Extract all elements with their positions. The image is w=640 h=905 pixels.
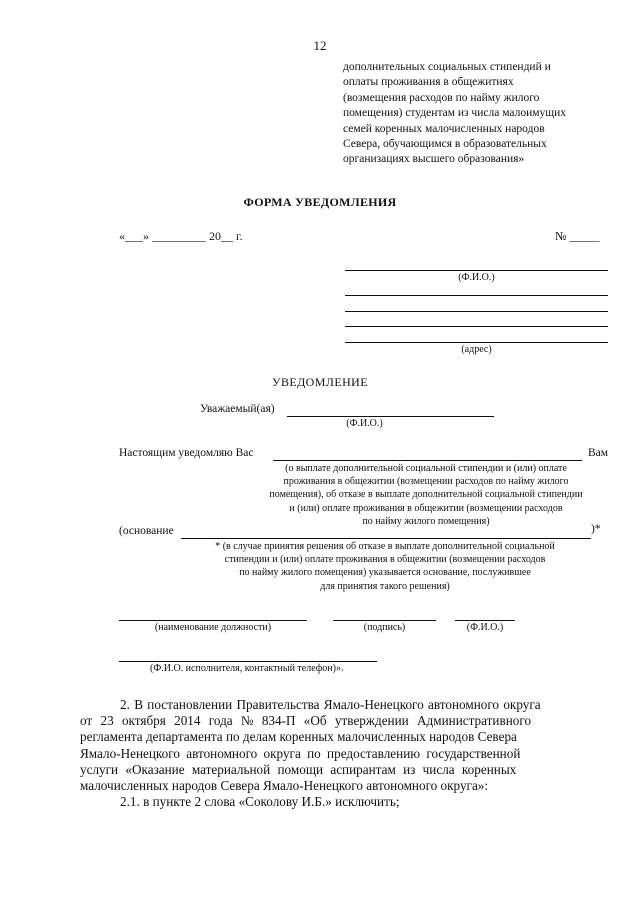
- caption-line: по найму жилого помещения): [362, 515, 490, 527]
- address-rule: [345, 295, 608, 296]
- caption-line: * (в случае принятия решения об отказе в выплате дополнительной социальной: [215, 541, 555, 552]
- paragraph-line: услуги «Оказание материальной помощи аспирантам из числа коренных: [80, 761, 517, 777]
- paragraph-line: 2. В постановлении Правительства Ямало-Ненецкого автономного округа: [120, 697, 541, 712]
- greeting-label: Уважаемый(ая): [200, 403, 275, 415]
- fio-caption: (Ф.И.О.): [458, 272, 495, 283]
- number-line: № _____: [555, 229, 600, 243]
- header-line: помещения) студентам из числа малоимущих: [343, 107, 567, 120]
- position-caption: (наименование должности): [154, 622, 272, 633]
- header-continuation: [343, 60, 566, 168]
- date-line: «___» _________ 20__ г.: [119, 229, 243, 243]
- address-rule: [345, 311, 608, 312]
- header-line: Севера, обучающимся в образовательных: [343, 138, 547, 151]
- header-line: оплаты проживания в общежитиях: [343, 76, 514, 89]
- paragraph-line: от 23 октября 2014 года № 834-П «Об утверждении Административного: [80, 713, 532, 729]
- caption-line: (о выплате дополнительной социальной стипендии и (или) оплате: [285, 463, 567, 474]
- paragraph-line: малочисленных народов Севера Ямало-Ненецкого автономного округа»:: [80, 778, 489, 794]
- paragraph-line: Ямало-Ненецкого автономного округа по предоставлению государственной: [80, 745, 521, 761]
- signer-fio-caption: (Ф.И.О.): [466, 622, 504, 633]
- form-title: ФОРМА УВЕДОМЛЕНИЯ: [243, 195, 397, 209]
- executor-caption: (Ф.И.О. исполнителя, контактный телефон)».: [150, 663, 344, 674]
- header-line: (возмещения расходов по найму жилого: [343, 91, 540, 104]
- notify-rule: [273, 460, 582, 461]
- header-line: семей коренных малочисленных народов: [343, 122, 545, 135]
- page-number: 12: [313, 38, 327, 53]
- basis-label: (основание: [119, 525, 174, 537]
- caption-line: помещения), об отказе в выплате дополнительной социальной стипендии: [269, 489, 583, 501]
- notification-title: УВЕДОМЛЕНИЕ: [272, 375, 368, 389]
- basis-rule: [181, 538, 591, 539]
- position-rule: [119, 620, 307, 621]
- fio-rule: [345, 270, 608, 271]
- caption-line: проживания в общежитии (возмещении расходов по найму жилого: [283, 476, 569, 488]
- executor-rule: [119, 661, 377, 662]
- caption-line: для принятия такого решения): [320, 580, 450, 592]
- address-rule: [345, 342, 608, 343]
- header-line: дополнительных социальных стипендий и: [343, 61, 551, 73]
- paragraph-line: регламента департамента по делам коренных малочисленных народов Севера: [80, 729, 517, 745]
- caption-line: по найму жилого помещения) указывается основание, послужившее: [239, 567, 531, 579]
- greeting-rule: [287, 416, 494, 417]
- notify-suffix: Вам: [588, 447, 609, 459]
- notify-label: Настоящим уведомляю Вас: [119, 447, 254, 459]
- signature-caption: (подпись): [363, 622, 406, 633]
- address-caption: (адрес): [461, 344, 492, 355]
- signature-rule: [333, 620, 436, 621]
- greeting-caption: (Ф.И.О.): [346, 418, 383, 429]
- address-rule: [345, 326, 608, 327]
- basis-caption: [190, 540, 580, 593]
- signer-fio-rule: [455, 620, 515, 621]
- header-line: организациях высшего образования»: [343, 153, 525, 166]
- caption-line: стипендии и (или) оплате проживания в общежитии (возмещении расходов: [224, 554, 546, 566]
- caption-line: и (или) оплате проживания в общежитии (возмещении расходов: [289, 502, 563, 514]
- notify-caption: [260, 462, 592, 528]
- paragraph-2: [80, 697, 614, 810]
- basis-suffix: )*: [591, 523, 601, 535]
- paragraph-2-1: 2.1. в пункте 2 слова «Соколову И.Б.» исключить;: [120, 794, 400, 810]
